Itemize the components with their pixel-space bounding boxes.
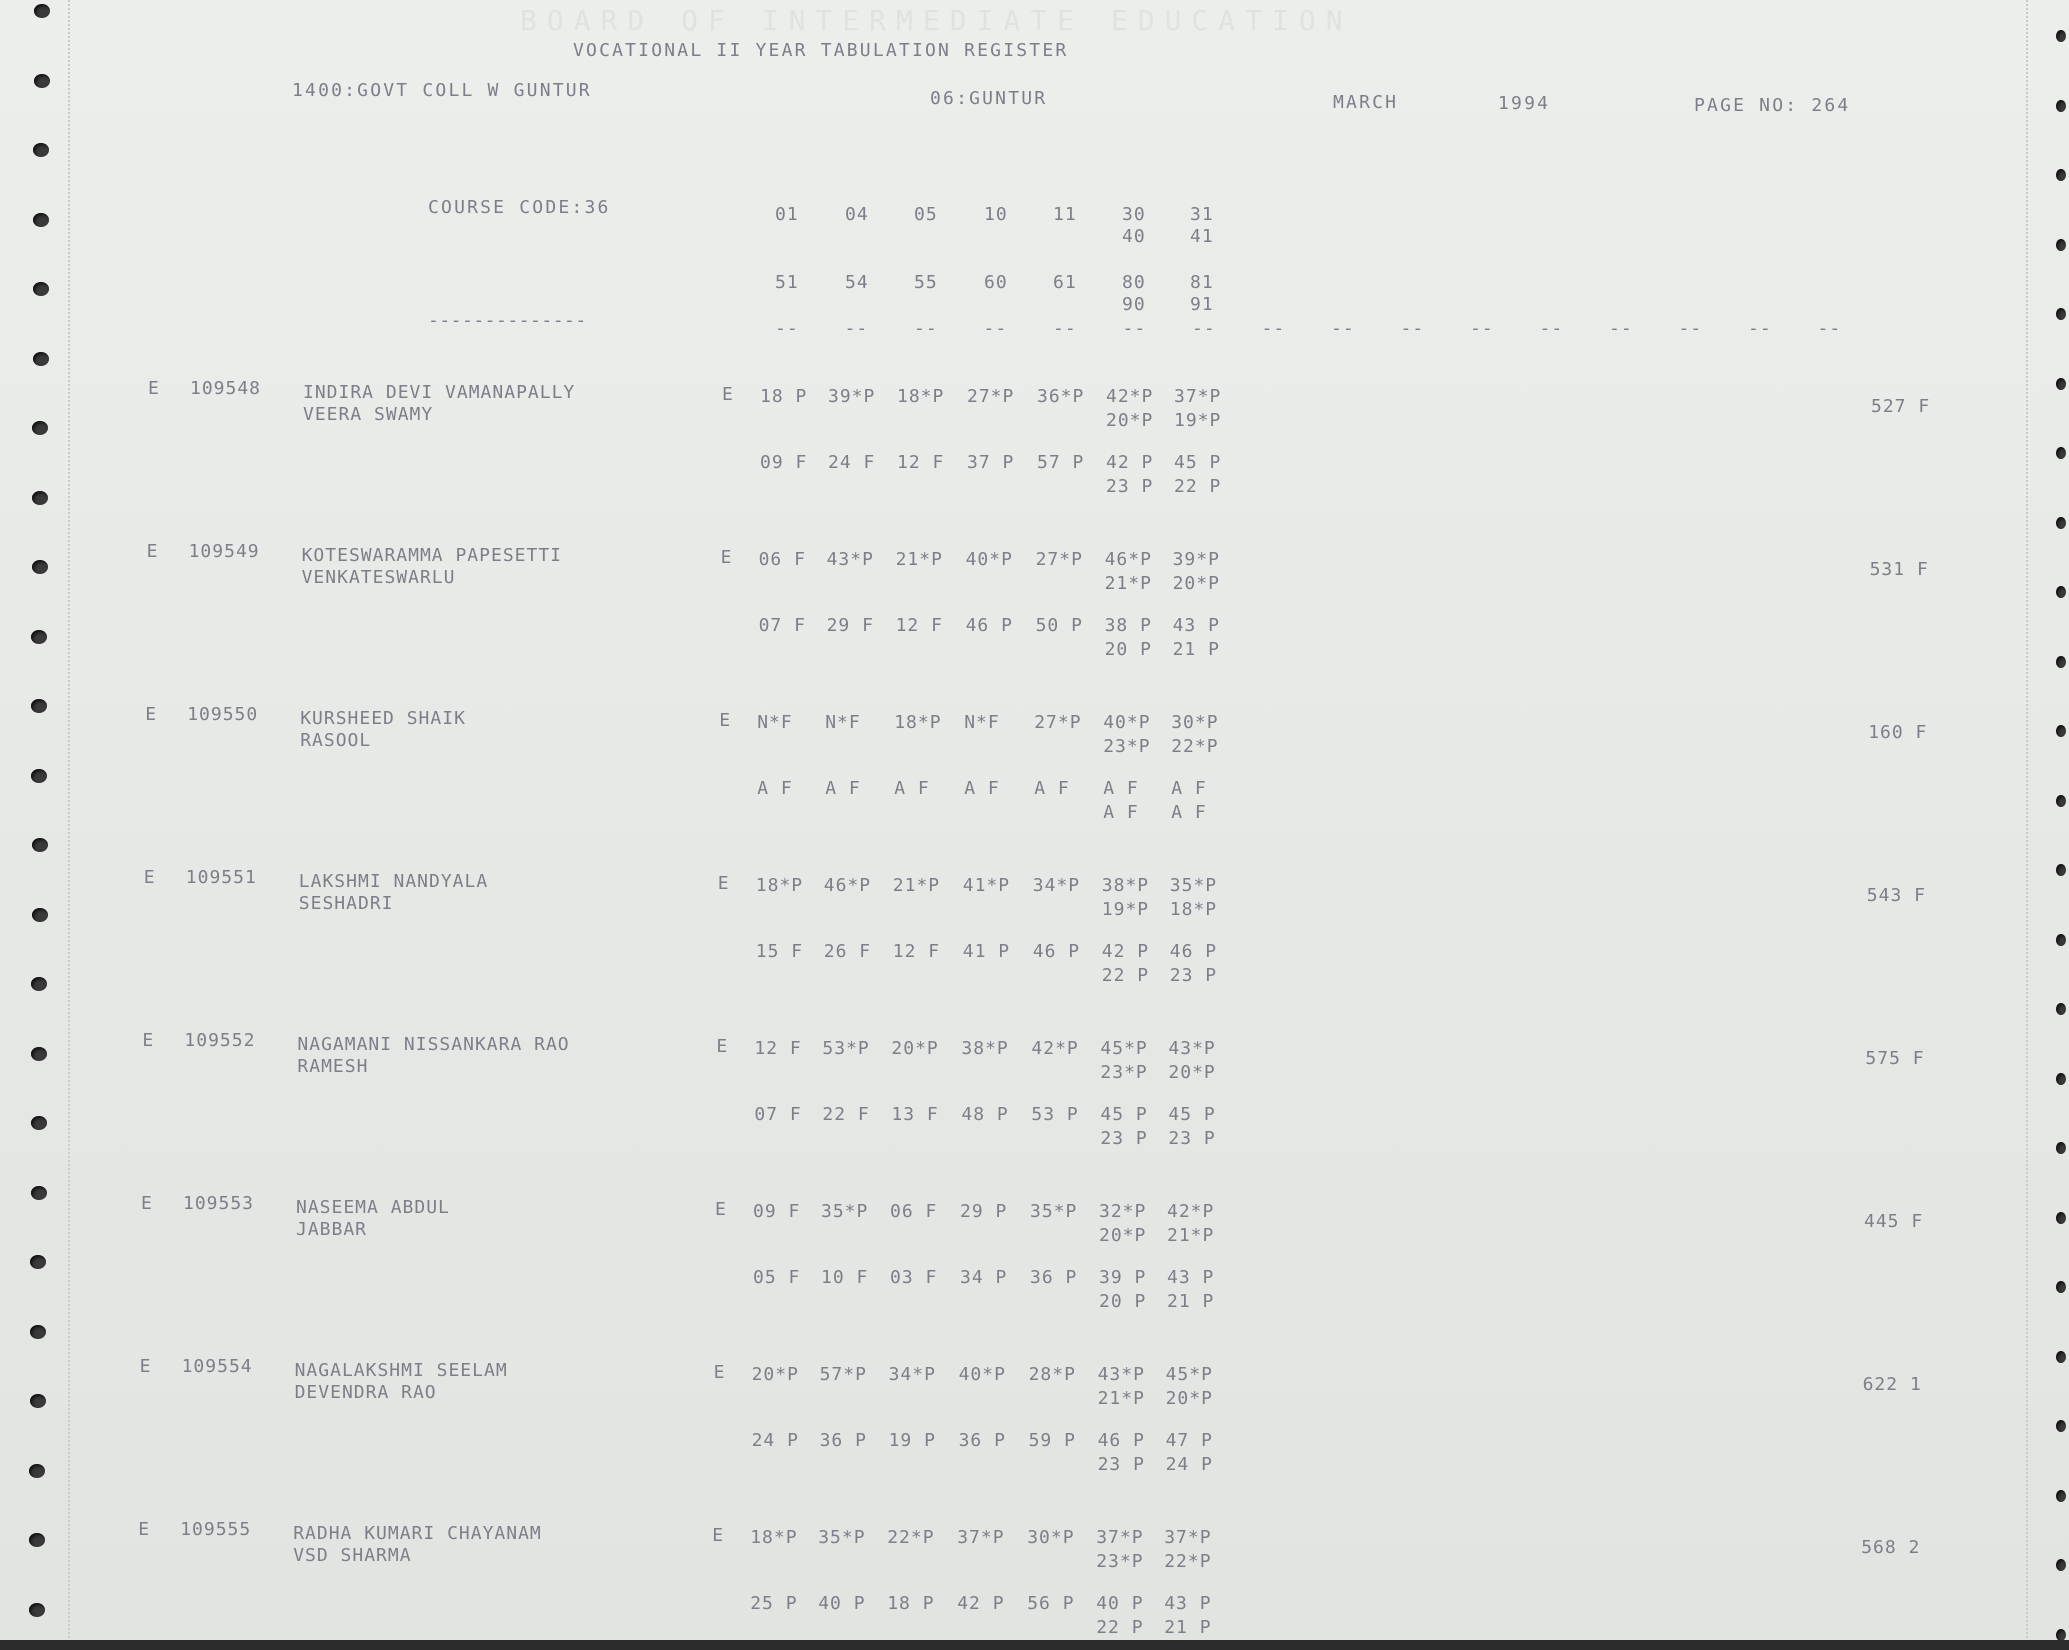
roll-number: 109553 [183, 1193, 255, 1214]
subject-mark: 09 F [760, 452, 808, 473]
exam-type-mark: E [716, 1036, 729, 1057]
subject-mark: 27*P [967, 386, 1015, 407]
column-divider-dash: -- [1261, 318, 1286, 339]
subject-mark: 42 P [1106, 452, 1154, 473]
tractor-hole [33, 213, 49, 227]
subject-mark: 21 P [1172, 639, 1220, 660]
subject-mark: 03 F [890, 1267, 938, 1288]
subject-mark: 42 P [957, 1593, 1005, 1614]
subject-mark: 39*P [1172, 549, 1220, 570]
tractor-hole [31, 977, 47, 991]
exam-type-mark: E [717, 873, 730, 894]
sheet-bottom-edge [0, 1640, 2069, 1650]
subject-mark: 35*P [818, 1527, 866, 1548]
subject-mark: A F [825, 778, 861, 799]
subject-mark: 20*P [1106, 410, 1154, 431]
tractor-hole [33, 143, 49, 157]
subject-mark: 27*P [1035, 549, 1083, 570]
student-name: INDIRA DEVI VAMANAPALLY [303, 382, 576, 403]
subject-mark: N*F [757, 712, 793, 733]
subject-mark: A F [894, 778, 930, 799]
subject-mark: 21*P [1104, 573, 1152, 594]
subject-mark: 20*P [891, 1038, 939, 1059]
total-and-result: 531 F [1869, 559, 1929, 580]
tractor-hole [2056, 1212, 2066, 1224]
subject-mark: 57*P [819, 1364, 867, 1385]
column-divider-dash: -- [844, 318, 869, 339]
subject-mark: A F [964, 778, 1000, 799]
column-divider-dash: -- [1192, 318, 1216, 339]
right-perforation [2026, 0, 2028, 1650]
subject-mark: 23*P [1096, 1551, 1144, 1572]
subject-code: 54 [845, 272, 869, 293]
subject-mark: 20 P [1104, 639, 1152, 660]
exam-year: 1994 [1498, 93, 1551, 114]
tractor-hole [30, 1325, 46, 1339]
tractor-hole [2056, 1073, 2066, 1085]
subject-mark: 23 P [1168, 1128, 1216, 1149]
subject-code: 10 [984, 204, 1008, 225]
subject-mark: 45 P [1174, 452, 1222, 473]
subject-mark: 23 P [1100, 1128, 1148, 1149]
column-divider-dash: -- [1122, 318, 1147, 339]
total-and-result: 622 1 [1862, 1374, 1922, 1395]
parent-name: SESHADRI [298, 893, 394, 914]
subject-mark: 46*P [823, 875, 872, 896]
tractor-hole [31, 769, 47, 783]
subject-mark: 37 P [967, 452, 1015, 473]
tractor-hole [30, 1394, 46, 1408]
subject-mark: 10 F [821, 1267, 869, 1288]
subject-mark: 07 F [754, 1104, 802, 1125]
subject-mark: 18*P [755, 875, 804, 896]
tractor-hole [32, 560, 48, 574]
subject-mark: 38*P [961, 1038, 1009, 1059]
student-name: NASEEMA ABDUL [296, 1197, 450, 1218]
subject-mark: 35*P [821, 1201, 869, 1222]
tractor-hole [2056, 1003, 2066, 1015]
subject-code: 04 [845, 204, 869, 225]
subject-mark: 19*P [1174, 410, 1222, 431]
tractor-hole [34, 74, 50, 88]
subject-mark: 47 P [1165, 1430, 1213, 1451]
subject-mark: 36 P [1030, 1267, 1078, 1288]
tractor-hole [32, 908, 48, 922]
subject-mark: A F [1034, 778, 1070, 799]
subject-mark: N*F [825, 712, 861, 733]
subject-mark: 43 P [1172, 615, 1220, 636]
subject-mark: 37*P [1174, 386, 1222, 407]
subject-mark: 22 F [822, 1104, 870, 1125]
tractor-hole [29, 1533, 45, 1547]
tractor-hole [33, 282, 49, 296]
parent-name: DEVENDRA RAO [294, 1382, 437, 1403]
subject-mark: 27*P [1034, 712, 1082, 733]
subject-mark: 43*P [826, 549, 874, 570]
subject-mark: 24 P [751, 1430, 799, 1451]
tractor-hole [2056, 447, 2066, 459]
subject-mark: 35*P [1169, 875, 1218, 896]
tractor-hole [2056, 586, 2066, 598]
subject-mark: 39*P [828, 386, 876, 407]
subject-mark: 22*P [1164, 1551, 1212, 1572]
tractor-hole [32, 838, 48, 852]
subject-mark: 40 P [818, 1593, 866, 1614]
column-divider-dash: -- [1817, 318, 1842, 339]
right-tractor-holes [2042, 0, 2069, 1650]
subject-mark: 21*P [1167, 1225, 1215, 1246]
course-code-label: COURSE CODE:36 [428, 197, 611, 218]
subject-mark: 12 F [754, 1038, 802, 1059]
tractor-hole [31, 1186, 47, 1200]
tractor-hole [2056, 1351, 2066, 1363]
subject-code: 40 [1122, 226, 1146, 247]
parent-name: RAMESH [297, 1056, 369, 1077]
subject-mark: 23 P [1097, 1454, 1145, 1475]
subject-mark: 22 P [1096, 1617, 1144, 1638]
left-tractor-holes [20, 0, 50, 1650]
subject-mark: 25 P [750, 1593, 798, 1614]
roll-number: 109550 [187, 704, 259, 725]
subject-mark: 24 P [1165, 1454, 1213, 1475]
tractor-hole [2056, 308, 2066, 320]
subject-code: 51 [775, 272, 799, 293]
subject-mark: 30*P [1027, 1527, 1075, 1548]
subject-code: 11 [1053, 204, 1077, 225]
subject-mark: A F [1103, 802, 1139, 823]
subject-mark: 23*P [1103, 736, 1151, 757]
subject-mark: 06 F [890, 1201, 938, 1222]
column-divider-dash: -- [914, 318, 938, 339]
subject-mark: 32*P [1099, 1201, 1147, 1222]
subject-mark: 46 P [1097, 1430, 1145, 1451]
subject-mark: 18*P [894, 712, 942, 733]
subject-mark: 29 F [826, 615, 874, 636]
tractor-hole [2056, 1559, 2066, 1571]
tractor-hole [33, 352, 49, 366]
subject-mark: 22*P [887, 1527, 935, 1548]
roll-number: 109552 [184, 1030, 256, 1051]
column-divider-dash: -- [1331, 318, 1355, 339]
subject-mark: 22*P [1171, 736, 1219, 757]
subject-mark: 19 P [888, 1430, 936, 1451]
subject-mark: 46*P [1104, 549, 1152, 570]
subject-mark: 36 P [958, 1430, 1006, 1451]
subject-mark: 50 P [1035, 615, 1083, 636]
record-flag: E [138, 1519, 151, 1540]
exam-month: MARCH [1333, 92, 1399, 113]
record-flag: E [145, 704, 158, 725]
tractor-hole [2056, 1281, 2066, 1293]
exam-type-mark: E [715, 1199, 727, 1220]
subject-mark: 18*P [897, 386, 945, 407]
subject-mark: 21*P [892, 875, 941, 896]
subject-mark: 37*P [1164, 1527, 1212, 1548]
roll-number: 109549 [188, 541, 260, 562]
subject-mark: 40*P [958, 1364, 1006, 1385]
subject-mark: 41*P [962, 875, 1011, 896]
record-flag: E [142, 1030, 155, 1051]
subject-mark: 36 P [819, 1430, 867, 1451]
column-divider-dash: -- [1539, 318, 1564, 339]
subject-mark: 42*P [1167, 1201, 1215, 1222]
student-name: NAGALAKSHMI SEELAM [294, 1360, 508, 1381]
subject-mark: 36*P [1037, 386, 1085, 407]
subject-mark: 48 P [961, 1104, 1009, 1125]
subject-mark: 20 P [1099, 1291, 1147, 1312]
subject-mark: 35*P [1030, 1201, 1078, 1222]
subject-mark: 06 F [758, 549, 806, 570]
column-divider-dash: -- [1609, 318, 1633, 339]
subject-mark: 43*P [1097, 1364, 1145, 1385]
subject-mark: 38*P [1101, 875, 1150, 896]
subject-mark: 37*P [957, 1527, 1005, 1548]
subject-mark: 20*P [751, 1364, 799, 1385]
total-and-result: 527 F [1871, 396, 1931, 417]
subject-mark: 40 P [1096, 1593, 1144, 1614]
left-perforation [68, 0, 70, 1650]
tractor-hole [2056, 725, 2066, 737]
exam-type-mark: E [722, 384, 734, 405]
total-and-result: 568 2 [1861, 1537, 1921, 1558]
tractor-hole [34, 4, 50, 18]
subject-mark: 23 P [1106, 476, 1154, 497]
subject-mark: 43*P [1168, 1038, 1216, 1059]
page-number: PAGE NO: 264 [1694, 95, 1851, 116]
record-flag: E [146, 541, 159, 562]
roll-number: 109554 [181, 1356, 253, 1377]
column-divider-dash: -- [1400, 318, 1425, 339]
subject-mark: 39 P [1099, 1267, 1147, 1288]
subject-mark: 20*P [1099, 1225, 1147, 1246]
total-and-result: 445 F [1864, 1211, 1924, 1232]
subject-mark: 22 P [1174, 476, 1222, 497]
exam-type-mark: E [713, 1362, 726, 1383]
subject-mark: 07 F [758, 615, 806, 636]
subject-mark: 40*P [965, 549, 1013, 570]
subject-mark: 38 P [1104, 615, 1152, 636]
subject-mark: 09 F [753, 1201, 801, 1222]
subject-mark: 53*P [822, 1038, 870, 1059]
roll-number: 109551 [185, 867, 257, 888]
parent-name: VSD SHARMA [293, 1545, 412, 1566]
subject-mark: A F [1171, 778, 1207, 799]
subject-mark: 46 P [965, 615, 1013, 636]
subject-mark: 59 P [1028, 1430, 1076, 1451]
subject-code: 80 [1122, 272, 1146, 293]
tractor-hole [2056, 1490, 2066, 1502]
exam-type-mark: E [720, 547, 733, 568]
column-divider-dash: -- [775, 318, 799, 339]
subject-mark: 34*P [888, 1364, 936, 1385]
subject-mark: 53 P [1031, 1104, 1079, 1125]
course-code-underline: -------------- [428, 310, 587, 331]
tractor-hole [2056, 1142, 2066, 1154]
total-and-result: 543 F [1866, 885, 1926, 906]
tractor-hole [2056, 100, 2066, 112]
subject-code: 61 [1053, 272, 1077, 293]
subject-code: 41 [1190, 226, 1214, 247]
tractor-hole [2056, 795, 2066, 807]
record-flag: E [141, 1193, 153, 1214]
subject-code: 91 [1190, 294, 1214, 315]
register-title: VOCATIONAL II YEAR TABULATION REGISTER [573, 40, 1069, 61]
subject-mark: 19*P [1101, 899, 1150, 920]
student-name: NAGAMANI NISSANKARA RAO [297, 1034, 570, 1055]
roll-number: 109555 [180, 1519, 252, 1540]
tractor-hole [2056, 239, 2066, 251]
column-divider-dash: -- [1053, 318, 1077, 339]
subject-mark: 46 P [1032, 941, 1081, 962]
record-flag: E [143, 867, 156, 888]
subject-mark: 37*P [1096, 1527, 1144, 1548]
subject-mark: 12 F [892, 941, 941, 962]
subject-mark: 42*P [1031, 1038, 1079, 1059]
subject-mark: 30*P [1171, 712, 1219, 733]
exam-type-mark: E [719, 710, 732, 731]
column-divider-dash: -- [1748, 318, 1772, 339]
student-name: KURSHEED SHAIK [300, 708, 466, 729]
subject-code: 05 [914, 204, 938, 225]
subject-mark: 18 P [760, 386, 808, 407]
column-divider-dash: -- [1678, 318, 1703, 339]
subject-mark: 12 F [895, 615, 943, 636]
subject-mark: 22 P [1101, 965, 1150, 986]
tractor-hole [2056, 30, 2066, 42]
subject-mark: 12 F [897, 452, 945, 473]
subject-mark: 21 P [1167, 1291, 1215, 1312]
subject-code: 30 [1122, 204, 1146, 225]
subject-code: 90 [1122, 294, 1146, 315]
tractor-hole [2056, 934, 2066, 946]
subject-mark: 34 P [960, 1267, 1008, 1288]
tractor-hole [32, 421, 48, 435]
subject-mark: 29 P [960, 1201, 1008, 1222]
subject-mark: 42*P [1106, 386, 1154, 407]
tractor-hole [2056, 1420, 2066, 1432]
college-name: 1400:GOVT COLL W GUNTUR [292, 80, 592, 101]
subject-mark: 23*P [1100, 1062, 1148, 1083]
tractor-hole [2056, 1629, 2066, 1641]
subject-mark: 45 P [1100, 1104, 1148, 1125]
subject-mark: 20*P [1165, 1388, 1213, 1409]
tractor-hole [2056, 378, 2066, 390]
tractor-hole [31, 1116, 47, 1130]
tractor-hole [2056, 656, 2066, 668]
subject-mark: A F [757, 778, 793, 799]
tractor-hole [31, 630, 47, 644]
tractor-hole [2056, 517, 2066, 529]
subject-code: 81 [1190, 272, 1214, 293]
subject-mark: 45*P [1165, 1364, 1213, 1385]
roll-number: 109548 [190, 378, 262, 399]
subject-mark: 18*P [1169, 899, 1218, 920]
subject-mark: 18*P [750, 1527, 798, 1548]
subject-mark: 21 P [1164, 1617, 1212, 1638]
tractor-hole [31, 699, 47, 713]
subject-mark: 43 P [1167, 1267, 1215, 1288]
exam-type-mark: E [712, 1525, 725, 1546]
column-divider-dash: -- [1470, 318, 1494, 339]
tractor-hole [30, 1255, 46, 1269]
total-and-result: 575 F [1865, 1048, 1925, 1069]
faint-board-header: BOARD OF INTERMEDIATE EDUCATION [520, 4, 1353, 37]
subject-code: 01 [775, 204, 799, 225]
student-name: LAKSHMI NANDYALA [298, 871, 489, 892]
column-divider-dash: -- [983, 318, 1008, 339]
parent-name: VEERA SWAMY [303, 404, 434, 425]
subject-mark: 28*P [1028, 1364, 1076, 1385]
subject-mark: 57 P [1037, 452, 1085, 473]
subject-mark: 40*P [1103, 712, 1151, 733]
subject-mark: A F [1171, 802, 1207, 823]
subject-mark: 56 P [1027, 1593, 1075, 1614]
subject-mark: 45*P [1100, 1038, 1148, 1059]
subject-mark: 23 P [1169, 965, 1218, 986]
subject-mark: 20*P [1172, 573, 1220, 594]
subject-mark: 43 P [1164, 1593, 1212, 1614]
parent-name: JABBAR [296, 1219, 368, 1240]
subject-mark: 20*P [1168, 1062, 1216, 1083]
record-flag: E [148, 378, 160, 399]
total-and-result: 160 F [1868, 722, 1928, 743]
subject-mark: 24 F [828, 452, 876, 473]
subject-mark: N*F [964, 712, 1000, 733]
subject-mark: 26 F [823, 941, 872, 962]
tractor-hole [29, 1464, 45, 1478]
subject-mark: 34*P [1032, 875, 1081, 896]
parent-name: VENKATESWARLU [301, 567, 456, 588]
tractor-hole [2056, 864, 2066, 876]
subject-mark: 21*P [1097, 1388, 1145, 1409]
student-name: KOTESWARAMMA PAPESETTI [301, 545, 563, 566]
student-name: RADHA KUMARI CHAYANAM [293, 1523, 542, 1544]
subject-mark: 18 P [887, 1593, 935, 1614]
subject-mark: 15 F [755, 941, 804, 962]
subject-code: 31 [1190, 204, 1214, 225]
parent-name: RASOOL [300, 730, 372, 751]
subject-mark: 46 P [1169, 941, 1218, 962]
subject-mark: 05 F [753, 1267, 801, 1288]
subject-mark: A F [1103, 778, 1139, 799]
subject-mark: 42 P [1101, 941, 1150, 962]
subject-code: 60 [984, 272, 1008, 293]
tractor-hole [2056, 169, 2066, 181]
subject-mark: 13 F [891, 1104, 939, 1125]
subject-code: 55 [914, 272, 938, 293]
subject-mark: 21*P [895, 549, 943, 570]
tractor-hole [32, 491, 48, 505]
subject-mark: 41 P [962, 941, 1011, 962]
district-name: 06:GUNTUR [930, 88, 1048, 109]
record-flag: E [139, 1356, 152, 1377]
tractor-hole [31, 1047, 47, 1061]
tractor-hole [29, 1603, 45, 1617]
subject-mark: 45 P [1168, 1104, 1216, 1125]
